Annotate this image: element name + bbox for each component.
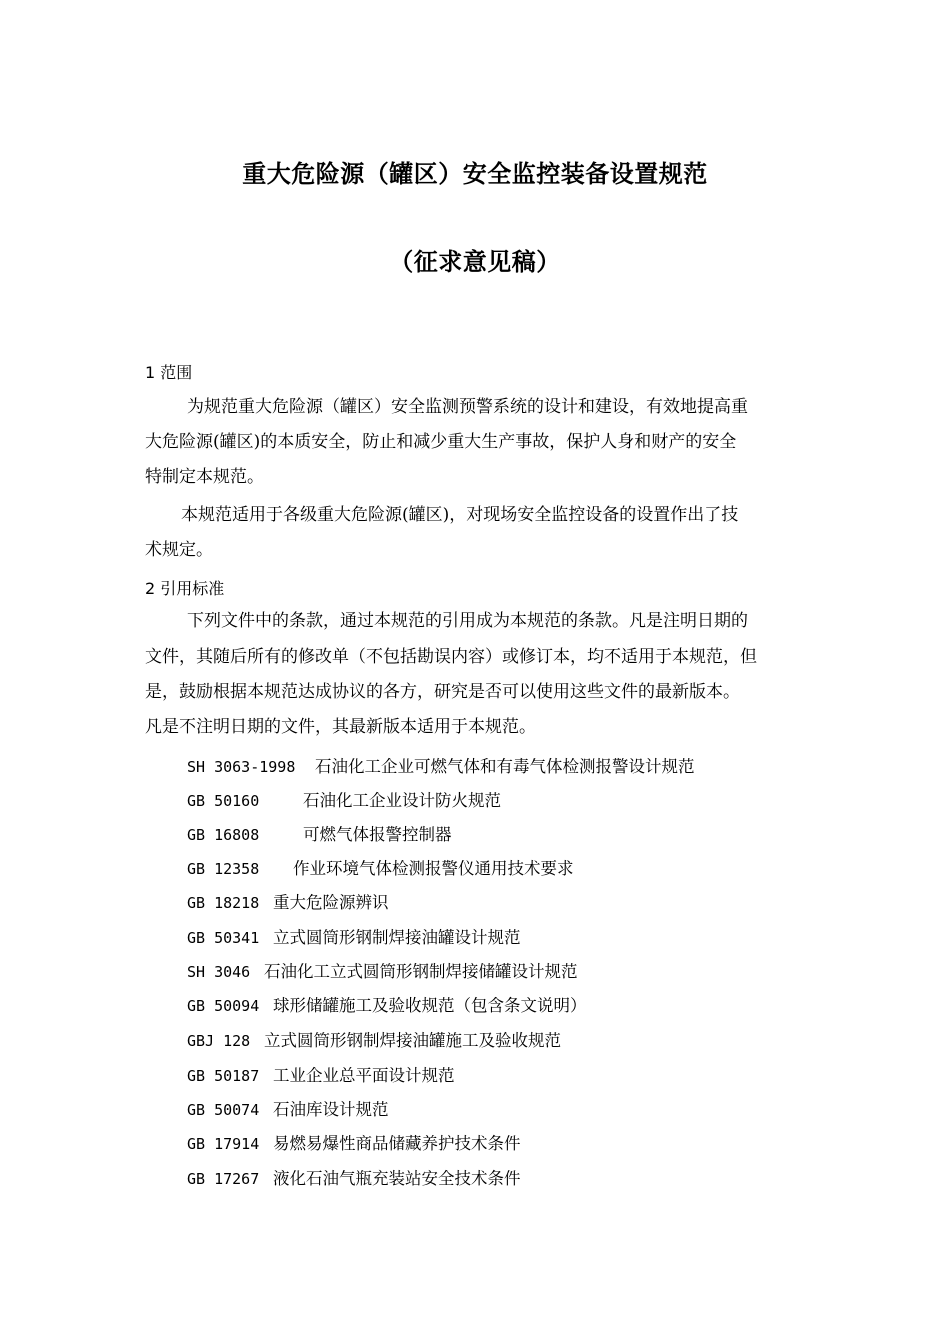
reference-title: 液化石油气瓶充装站安全技术条件	[273, 1169, 521, 1188]
reference-code: GB 16808	[187, 826, 260, 844]
reference-code: SH 3046	[187, 963, 251, 981]
reference-code: GB 18218	[187, 894, 260, 912]
paragraph-line: 本规范适用于各级重大危险源(罐区)，对现场安全监控设备的设置作出了技	[181, 505, 739, 525]
document-title: 重大危险源（罐区）安全监控装备设置规范	[242, 160, 708, 188]
reference-title: 石油化工立式圆筒形钢制焊接储罐设计规范	[264, 962, 578, 981]
reference-item	[187, 1064, 455, 1088]
reference-item	[187, 926, 521, 950]
reference-code: GB 50094	[187, 997, 260, 1015]
paragraph-line: 特制定本规范。	[145, 467, 264, 487]
reference-title: 石油库设计规范	[273, 1100, 389, 1119]
reference-item	[187, 823, 452, 847]
reference-code: GBJ 128	[187, 1032, 251, 1050]
paragraph-line: 凡是不注明日期的文件，其最新版本适用于本规范。	[145, 717, 536, 737]
reference-item	[187, 1029, 561, 1053]
reference-item	[187, 789, 501, 813]
paragraph-line: 为规范重大危险源（罐区）安全监测预警系统的设计和建设，有效地提高重	[187, 397, 748, 417]
reference-code: GB 17267	[187, 1170, 260, 1188]
paragraph-line: 大危险源(罐区)的本质安全，防止和减少重大生产事故，保护人身和财产的安全	[145, 432, 737, 452]
reference-title: 立式圆筒形钢制焊接油罐设计规范	[273, 928, 521, 947]
reference-code: GB 50160	[187, 792, 260, 810]
reference-code: GB 17914	[187, 1135, 260, 1153]
reference-item	[187, 1098, 389, 1122]
reference-item	[187, 755, 695, 779]
reference-item	[187, 960, 578, 984]
reference-title: 石油化工企业可燃气体和有毒气体检测报警设计规范	[315, 757, 695, 776]
reference-title: 立式圆筒形钢制焊接油罐施工及验收规范	[264, 1031, 561, 1050]
reference-code: SH 3063-1998	[187, 758, 296, 776]
reference-item	[187, 1132, 521, 1156]
reference-item	[187, 1167, 521, 1191]
reference-code: GB 50341	[187, 929, 260, 947]
paragraph-line: 是，鼓励根据本规范达成协议的各方，研究是否可以使用这些文件的最新版本。	[145, 682, 740, 702]
reference-item	[187, 891, 389, 915]
paragraph-line: 术规定。	[145, 540, 213, 560]
paragraph-line: 下列文件中的条款，通过本规范的引用成为本规范的条款。凡是注明日期的	[187, 611, 748, 631]
reference-title: 球形储罐施工及验收规范（包含条文说明）	[273, 996, 587, 1015]
reference-title: 作业环境气体检测报警仪通用技术要求	[293, 859, 574, 878]
reference-title: 可燃气体报警控制器	[303, 825, 452, 844]
paragraph-line: 文件，其随后所有的修改单（不包括勘误内容）或修订本，均不适用于本规范，但	[145, 647, 757, 667]
section-heading-references: 2 引用标准	[145, 579, 225, 598]
document-subtitle: （征求意见稿）	[389, 248, 561, 276]
reference-title: 易燃易爆性商品储藏养护技术条件	[273, 1134, 521, 1153]
reference-code: GB 50074	[187, 1101, 260, 1119]
reference-item	[187, 994, 587, 1018]
reference-code: GB 50187	[187, 1067, 260, 1085]
reference-title: 重大危险源辨识	[273, 893, 389, 912]
section-heading-scope: 1 范围	[145, 363, 193, 382]
reference-title: 石油化工企业设计防火规范	[303, 791, 501, 810]
reference-title: 工业企业总平面设计规范	[273, 1066, 455, 1085]
reference-code: GB 12358	[187, 860, 260, 878]
reference-item	[187, 857, 574, 881]
